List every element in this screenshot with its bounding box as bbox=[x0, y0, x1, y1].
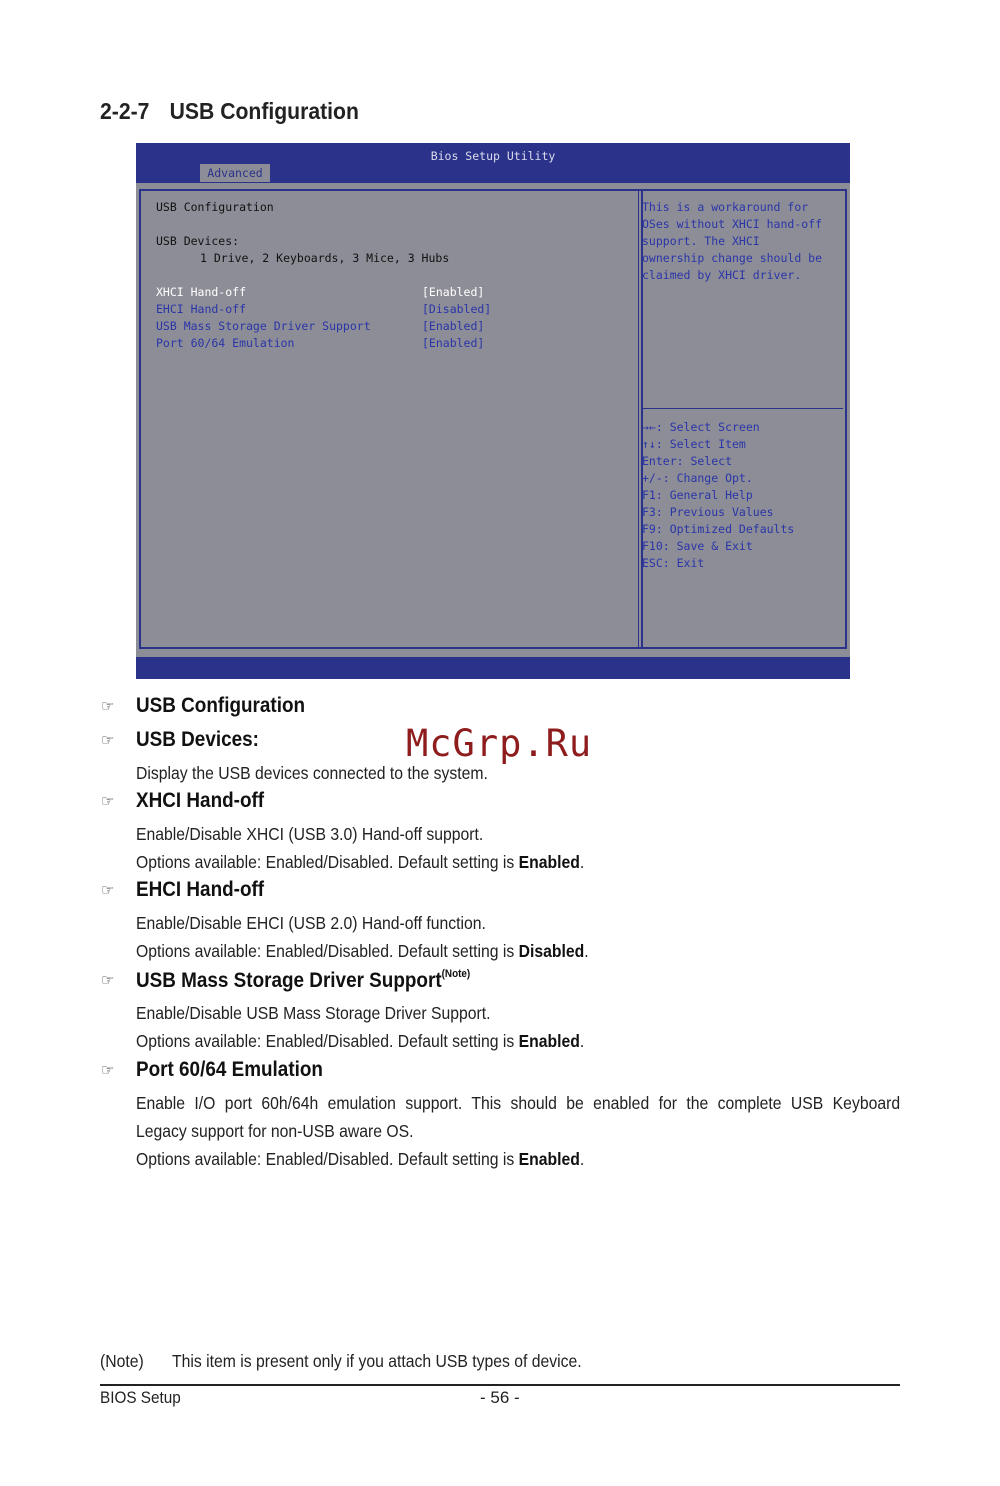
default-value: Enabled bbox=[518, 1149, 580, 1169]
note-superscript: (Note) bbox=[441, 968, 471, 980]
note-label: (Note) bbox=[100, 1351, 144, 1371]
footer-page-number: - 56 - bbox=[480, 1388, 520, 1407]
heading-usb-configuration: USB Configuration bbox=[136, 694, 306, 717]
help-line: This is a workaround for bbox=[642, 200, 809, 214]
help-line: ownership change should be bbox=[642, 251, 823, 265]
para-ehci: Enable/Disable EHCI (USB 2.0) Hand-off function. bbox=[136, 913, 486, 933]
heading-xhci-hand-off: XHCI Hand-off bbox=[136, 789, 265, 812]
bios-title: Bios Setup Utility bbox=[430, 149, 556, 163]
help-line: support. The XHCI bbox=[642, 234, 760, 248]
key-hint: →←: Select Screen bbox=[642, 420, 760, 434]
bios-help-divider bbox=[641, 408, 843, 409]
default-value: Disabled bbox=[518, 941, 585, 961]
footer-divider bbox=[100, 1384, 900, 1386]
para-usb-devices: Display the USB devices connected to the system. bbox=[136, 763, 488, 783]
key-hint: ↑↓: Select Item bbox=[642, 437, 746, 451]
para-port-options bbox=[136, 1149, 584, 1170]
bios-heading: USB Configuration bbox=[156, 200, 274, 214]
pointing-hand-icon: ☞ bbox=[101, 793, 115, 810]
tab-advanced[interactable]: Advanced bbox=[200, 164, 270, 182]
period: . bbox=[584, 941, 589, 961]
bios-screenshot bbox=[136, 143, 850, 679]
para-ehci-options bbox=[136, 941, 589, 962]
key-hint: F10: Save & Exit bbox=[642, 539, 753, 553]
help-line: claimed by XHCI driver. bbox=[642, 268, 802, 282]
bios-item-ehci-value[interactable]: [Disabled] bbox=[422, 302, 492, 316]
bios-help-text bbox=[642, 199, 822, 284]
heading-text: USB Mass Storage Driver Support bbox=[136, 969, 442, 992]
bios-item-port-emulation-label[interactable]: Port 60/64 Emulation bbox=[156, 336, 295, 350]
pointing-hand-icon: ☞ bbox=[101, 882, 115, 899]
bios-key-legend bbox=[642, 419, 794, 572]
options-text: Options available: Enabled/Disabled. Default setting is bbox=[136, 1031, 519, 1051]
pointing-hand-icon: ☞ bbox=[101, 698, 115, 715]
period: . bbox=[579, 1031, 585, 1051]
bios-item-xhci-value[interactable]: [Enabled] bbox=[422, 285, 485, 299]
para-mass-storage: Enable/Disable USB Mass Storage Driver Support. bbox=[136, 1003, 491, 1023]
pointing-hand-icon: ☞ bbox=[101, 1062, 115, 1079]
bios-bottom-bar bbox=[136, 657, 850, 679]
key-hint: +/-: Change Opt. bbox=[642, 471, 753, 485]
heading-usb-mass-storage bbox=[136, 968, 470, 993]
bios-devices-label: USB Devices: bbox=[156, 234, 240, 248]
key-hint: Enter: Select bbox=[642, 454, 733, 468]
para-xhci-options bbox=[136, 852, 584, 873]
key-hint: F9: Optimized Defaults bbox=[642, 522, 795, 536]
pointing-hand-icon: ☞ bbox=[101, 732, 115, 749]
bios-item-mass-storage-label[interactable]: USB Mass Storage Driver Support bbox=[156, 319, 371, 333]
para-port-line1: Enable I/O port 60h/64h emulation support. This should be enabled for the complete USB Keyboard bbox=[136, 1093, 901, 1113]
footer-chapter: BIOS Setup bbox=[100, 1388, 181, 1407]
heading-ehci-hand-off: EHCI Hand-off bbox=[136, 878, 265, 901]
key-hint: ESC: Exit bbox=[642, 556, 705, 570]
para-xhci: Enable/Disable XHCI (USB 3.0) Hand-off support. bbox=[136, 824, 484, 844]
period: . bbox=[579, 852, 585, 872]
heading-usb-devices: USB Devices: bbox=[136, 728, 259, 751]
key-hint: F3: Previous Values bbox=[642, 505, 774, 519]
note-text: This item is present only if you attach USB types of device. bbox=[172, 1351, 582, 1371]
bios-item-mass-storage-value[interactable]: [Enabled] bbox=[422, 319, 485, 333]
bios-devices-value: 1 Drive, 2 Keyboards, 3 Mice, 3 Hubs bbox=[200, 251, 450, 265]
watermark: McGrp.Ru bbox=[406, 722, 593, 765]
section-number: 2-2-7 bbox=[100, 98, 150, 124]
default-value: Enabled bbox=[518, 852, 580, 872]
para-port-line2: Legacy support for non-USB aware OS. bbox=[136, 1121, 414, 1141]
period: . bbox=[579, 1149, 585, 1169]
options-text: Options available: Enabled/Disabled. Default setting is bbox=[136, 852, 519, 872]
section-title-text: USB Configuration bbox=[169, 98, 359, 124]
para-mass-storage-options bbox=[136, 1031, 584, 1052]
options-text: Options available: Enabled/Disabled. Default setting is bbox=[136, 941, 519, 961]
key-hint: F1: General Help bbox=[642, 488, 753, 502]
bios-item-ehci-label[interactable]: EHCI Hand-off bbox=[156, 302, 247, 316]
options-text: Options available: Enabled/Disabled. Default setting is bbox=[136, 1149, 519, 1169]
heading-port-emulation: Port 60/64 Emulation bbox=[136, 1058, 323, 1081]
default-value: Enabled bbox=[518, 1031, 580, 1051]
help-line: OSes without XHCI hand-off bbox=[642, 217, 823, 231]
section-title bbox=[100, 98, 359, 125]
bios-item-xhci-label[interactable]: XHCI Hand-off bbox=[156, 285, 247, 299]
pointing-hand-icon: ☞ bbox=[101, 972, 115, 989]
bios-item-port-emulation-value[interactable]: [Enabled] bbox=[422, 336, 485, 350]
